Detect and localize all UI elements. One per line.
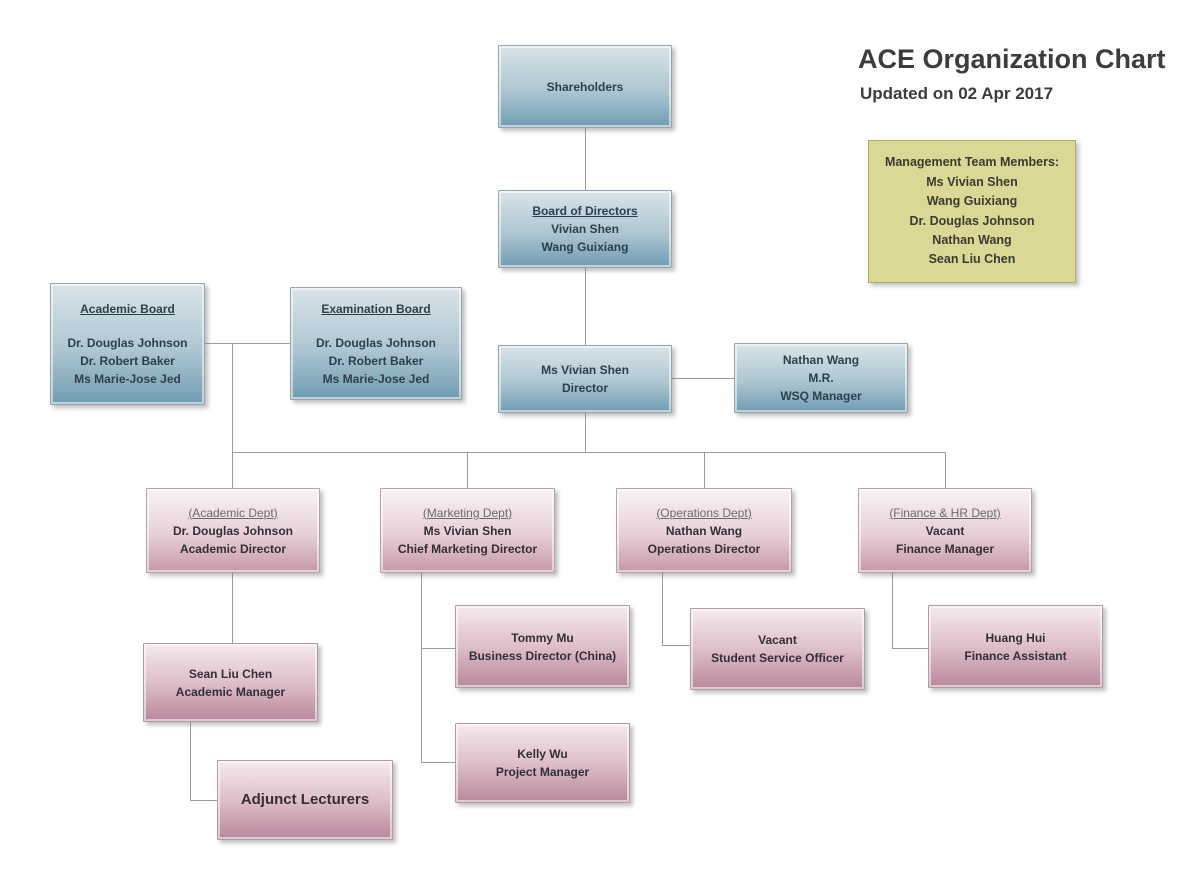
node-label: Shareholders: [546, 79, 624, 94]
note-heading: Management Team Members:: [884, 155, 1060, 170]
node-label: Vacant: [758, 633, 797, 647]
node-label: Nathan Wang: [665, 523, 743, 538]
node-label: Vacant: [925, 523, 965, 538]
node-board-of-directors: [498, 190, 672, 268]
node-examination-board: [290, 287, 462, 400]
note-member: Ms Vivian Shen: [926, 174, 1018, 189]
dept-heading: (Marketing Dept): [422, 505, 513, 520]
node-label: Dr. Robert Baker: [80, 354, 175, 368]
node-label: Vivian Shen: [551, 222, 619, 236]
node-title: Examination Board: [321, 301, 431, 316]
node-label: Wang Guixiang: [541, 240, 629, 254]
node-title: Board of Directors: [532, 204, 638, 218]
node-label: Adjunct Lecturers: [240, 790, 370, 808]
node-academic-manager: [143, 643, 318, 722]
node-adjunct-lecturers: [217, 760, 393, 840]
node-label: Dr. Douglas Johnson: [315, 335, 436, 350]
node-operations-dept: [616, 488, 792, 573]
node-label: Student Service Officer: [711, 651, 844, 665]
note-member: Dr. Douglas Johnson: [909, 213, 1035, 228]
node-label: Director: [561, 381, 608, 395]
node-label: Ms Marie-Jose Jed: [322, 371, 430, 386]
node-label: Dr. Douglas Johnson: [67, 336, 188, 350]
node-finance-hr-dept: [858, 488, 1032, 573]
node-wsq-manager: [734, 343, 908, 413]
management-team-note: [868, 140, 1076, 283]
node-label: Project Manager: [495, 765, 590, 779]
node-label: Dr. Robert Baker: [328, 353, 424, 368]
node-shareholders: [498, 45, 672, 128]
node-finance-assistant: [928, 605, 1103, 688]
node-business-director-china: [455, 605, 630, 688]
node-label: Operations Director: [647, 541, 761, 556]
node-label: Ms Vivian Shen: [541, 363, 629, 377]
node-label: Academic Manager: [175, 684, 286, 699]
node-marketing-dept: [380, 488, 555, 573]
node-student-service-officer: [690, 608, 865, 690]
updated-date: Updated on 02 Apr 2017: [860, 84, 1054, 103]
note-member: Wang Guixiang: [926, 194, 1018, 209]
node-label: WSQ Manager: [780, 389, 862, 403]
node-label: M.R.: [808, 371, 834, 385]
node-project-manager: [455, 723, 630, 803]
node-label: Finance Assistant: [964, 648, 1067, 663]
node-label: Chief Marketing Director: [397, 541, 538, 556]
node-academic-board: [50, 283, 205, 405]
note-member: Nathan Wang: [932, 232, 1012, 247]
node-director: [498, 345, 672, 413]
node-label: Ms Vivian Shen: [423, 523, 512, 538]
node-label: Finance Manager: [895, 541, 995, 556]
node-label: Ms Marie-Jose Jed: [74, 372, 181, 386]
node-label: Dr. Douglas Johnson: [172, 523, 293, 538]
node-label: Kelly Wu: [517, 747, 568, 761]
node-label: Sean Liu Chen: [188, 666, 273, 681]
node-title: Academic Board: [80, 302, 175, 316]
node-label: Tommy Mu: [511, 630, 574, 645]
dept-heading: (Finance & HR Dept): [889, 505, 1001, 520]
node-label: Huang Hui: [985, 630, 1046, 645]
node-academic-dept: [146, 488, 320, 573]
dept-heading: (Operations Dept): [656, 505, 752, 520]
page-title: ACE Organization Chart: [858, 44, 1166, 74]
node-label: Business Director (China): [468, 648, 617, 663]
note-member: Sean Liu Chen: [928, 252, 1016, 267]
node-label: Nathan Wang: [782, 353, 860, 367]
node-label: Academic Director: [179, 541, 287, 556]
dept-heading: (Academic Dept): [188, 505, 278, 520]
